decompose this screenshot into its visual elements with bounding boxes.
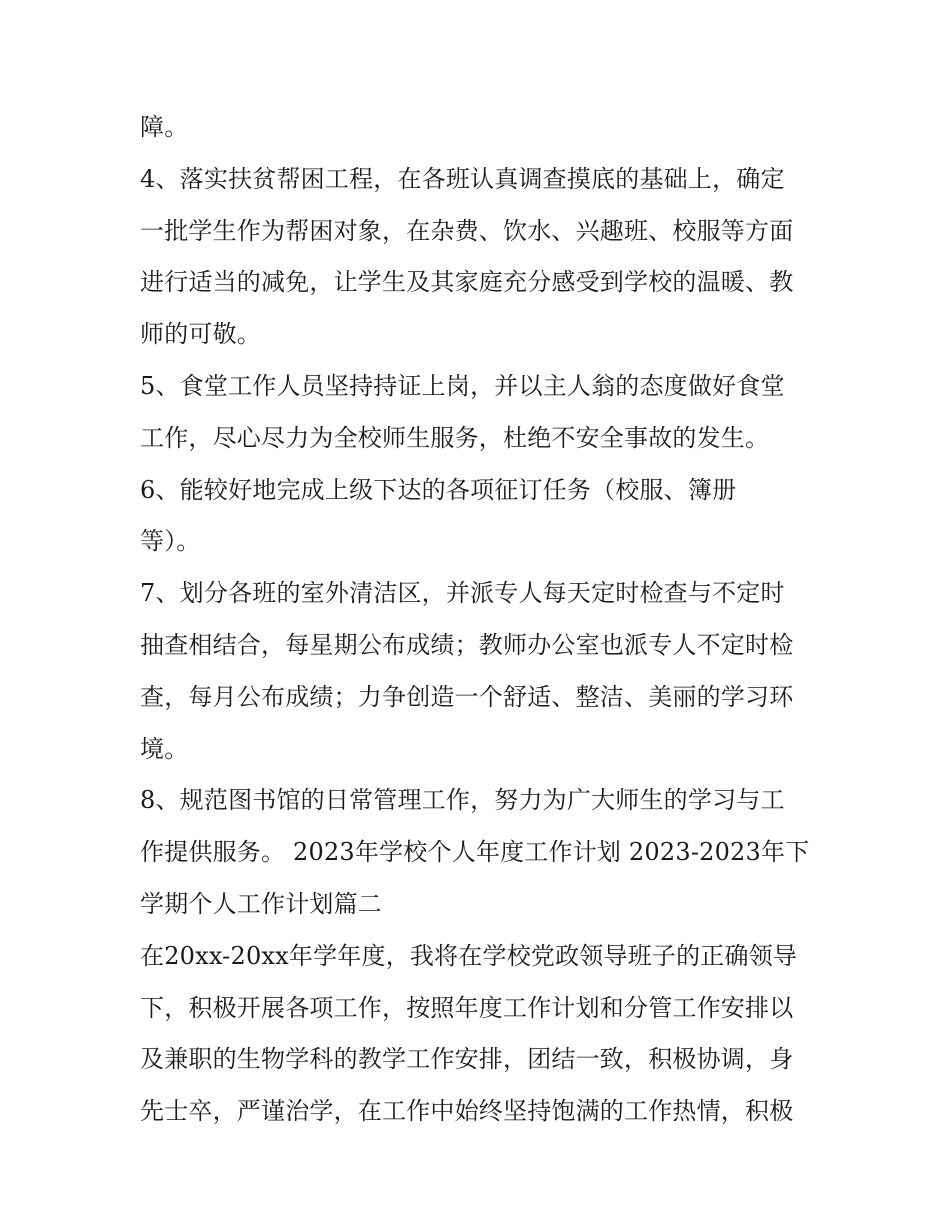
text-line: 8、规范图书馆的日常管理工作，努力为广大师生的学习与工 [140,786,785,815]
text-line: 等）。 [140,527,201,556]
text-line: 抽查相结合，每星期公布成绩；教师办公室也派专人不定时检 [140,630,794,659]
text-line: 障。 [140,113,189,141]
text-line: 下，积极开展各项工作，按照年度工作计划和分管工作安排以 [140,993,794,1022]
text-line: 进行适当的减免，让学生及其家庭充分感受到学校的温暖、教 [140,268,794,297]
text-line: 7、划分各班的室外清洁区，并派专人每天定时检查与不定时 [140,579,785,608]
text-line: 工作，尽心尽力为全校师生服务，杜绝不安全事故的发生。 [140,423,770,452]
text-line: 一批学生作为帮困对象，在杂费、饮水、兴趣班、校服等方面 [140,216,794,245]
text-line: 在20xx-20xx年学年度，我将在学校党政领导班子的正确领导 [140,941,798,970]
text-line: 学期个人工作计划篇二 [140,889,382,918]
text-line: 查，每月公布成绩；力争创造一个舒适、整洁、美丽的学习环 [140,682,794,711]
text-line: 境。 [140,734,189,763]
text-line: 4、落实扶贫帮困工程，在各班认真调查摸底的基础上，确定 [140,164,785,193]
text-line: 及兼职的生物学科的教学工作安排，团结一致，积极协调，身 [140,1045,794,1074]
body-text [140,102,820,1138]
text-line: 6、能较好地完成上级下达的各项征订任务（校服、簿册 [140,475,737,504]
text-line: 先士卒，严谨治学，在工作中始终坚持饱满的工作热情，积极 [140,1097,794,1126]
text-line: 师的可敬。 [140,320,261,349]
text-line: 作提供服务。 2023年学校个人年度工作计划 2023-2023年下 [140,838,810,867]
text-line: 5、食堂工作人员坚持持证上岗，并以主人翁的态度做好食堂 [140,371,785,400]
